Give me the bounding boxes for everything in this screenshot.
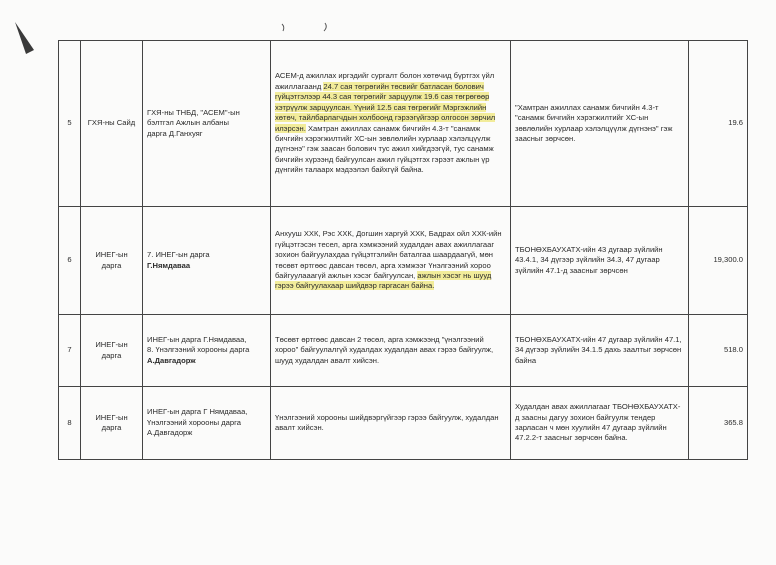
scan-edge-mark [14,20,36,66]
highlighted-text: 24.7 сая төгрөгийн төсвийг батласан болович гүйцэтгэлээр 44.3 сая төгрөгийг зарцуулж 19.6 сая төгрөгөөр хэтрүүлж зарцуулсан. Үүний 12.5 сая төгрөгийг Мэргэжлийн хөтөч, тайлбарлагчдын холбоонд гэрээгүйгээр олгосон зөрчил илэрсэн. [275,81,496,133]
finding-description [271,207,511,315]
official-line: бэлтгэл Ажлын албаны [147,118,229,128]
table-row [59,387,748,460]
description-text: Анхууш ХХК, Рэс ХХК, Догшин харгуй ХХК, Бадрах ойл ХХК-ийн гүйцэтгэсэн тесел, арга хэмжээний худалдан авах ажиллагааг зохион байгуулахдаа гүйцэтгэлийн баталгаа шаардаагүй, мөн төсөвт өртгөөс давсан төсөл, арга хэмжээг Үнэлгээний хороо байгуулааагүй ажлын хэсэг байгуулсан, [275,229,502,280]
official-line: 7. ИНЕГ-ын дарга [147,250,210,260]
finding-description [271,315,511,387]
table-row [59,207,748,315]
description-text: АСЕМ-д ажиллах иргэдийг сургалт болон хөтөчид бүртгэх үйл ажиллагаанд [275,71,495,91]
violated-provision: "Хамтран ажиллах санамж бичгийн 4.3-т "санамж бичгийн хэрэгжилтийг ХС-ын зөвлөлийн хурлаар хэлэлцүүлж дүгнэнэ" гэж заасныг зөрчсөн. [511,41,689,207]
responsible-organization: ИНЕГ-ын дарга [81,315,143,387]
row-number: 6 [59,207,81,315]
official-line: Үнэлгээний хорооны дарга [147,417,241,427]
description-text: Төсөвт өртгөөс давсан 2 төсөл, арга хэмжээнд "үнэлгээний хороо" байгуулалгүй худалдах худалдан авах гэрээ байгуулж, шууд худалдан авалт хийсэн. [275,334,494,365]
row-number: 5 [59,41,81,207]
responsible-organization: ИНЕГ-ын дарга [81,387,143,460]
row-number: 8 [59,387,81,460]
responsible-organization: ИНЕГ-ын дарга [81,207,143,315]
audit-findings-table [58,40,748,460]
finding-description [271,387,511,460]
row-number: 7 [59,315,81,387]
amount-value: 365.8 [689,387,748,460]
responsible-official [143,315,271,387]
amount-value: 518.0 [689,315,748,387]
amount-value: 19,300.0 [689,207,748,315]
description-text: Үнэлгээний хорооны шийдвэргүйгээр гэрээ байгуулж, худалдан авалт хийсэн. [275,412,499,432]
highlighted-text: ажлын хэсэг нь шууд гэрээ байгуулахаар шийдвэр гаргасан байна. [275,270,492,291]
violated-provision: Худалдан авах ажиллагааг ТБОНӨХБАУХАТХ-д заасны дагуу зохион байгуулж тендер зарласан ч мөн хуулийн 47 дугаар зүйлийн 47.2.2-т заасныг зөрчсөн байна. [511,387,689,460]
official-line: ИНЕГ-ын дарга Г.Нямдаваа, [147,334,247,344]
official-line: ГХЯ-ны ТНБД, "АСЕМ"-ын [147,107,240,117]
table-row [59,41,748,207]
pen-mark [322,22,330,32]
amount-value: 19.6 [689,41,748,207]
official-line: 8. Үнэлгээний хорооны дарга [147,345,250,355]
table-row [59,315,748,387]
official-line: дарга Д.Ганхуяг [147,128,203,138]
responsible-official [143,41,271,207]
official-line: А.Давгадорж [147,428,193,438]
description-text: Хамтран ажиллах санамж бичгийн 4.3-т "санамж бичгийн хэрэгжилтийг ХС-ын зөвлөлийн хурлаар хэлэлцүүлж дүгнэнэ" гэж заасан болович тус ажил хийгдээгүй, тус санамж бичгийн хүрээнд байгуулсан ажил гүйцэтгэх гэрээт ажлын үр дүнгийн талаарх мэдээлэл байхгүй байна. [275,123,494,175]
responsible-organization: ГХЯ-ны Сайд [81,41,143,207]
responsible-official [143,387,271,460]
official-line: ИНЕГ-ын дарга Г Нямдаваа, [147,407,248,417]
pen-mark [280,22,288,32]
responsible-official [143,207,271,315]
violated-provision: ТБОНӨХБАУХАТХ-ийн 47 дугаар зүйлийн 47.1, 34 дүгээр зүйлийн 34.1.5 дахь заалтыг зөрчсөн байна [511,315,689,387]
official-name: Г.Нямдаваа [147,260,191,270]
violated-provision: ТБОНӨХБАУХАТХ-ийн 43 дугаар зүйлийн 43.4.1, 34 дүгээр зүйлийн 34.3, 47 дугаар зүйлийн 47.1-д заасныг зөрчсөн [511,207,689,315]
finding-description [271,41,511,207]
official-name: А.Давгадорж [147,355,196,365]
